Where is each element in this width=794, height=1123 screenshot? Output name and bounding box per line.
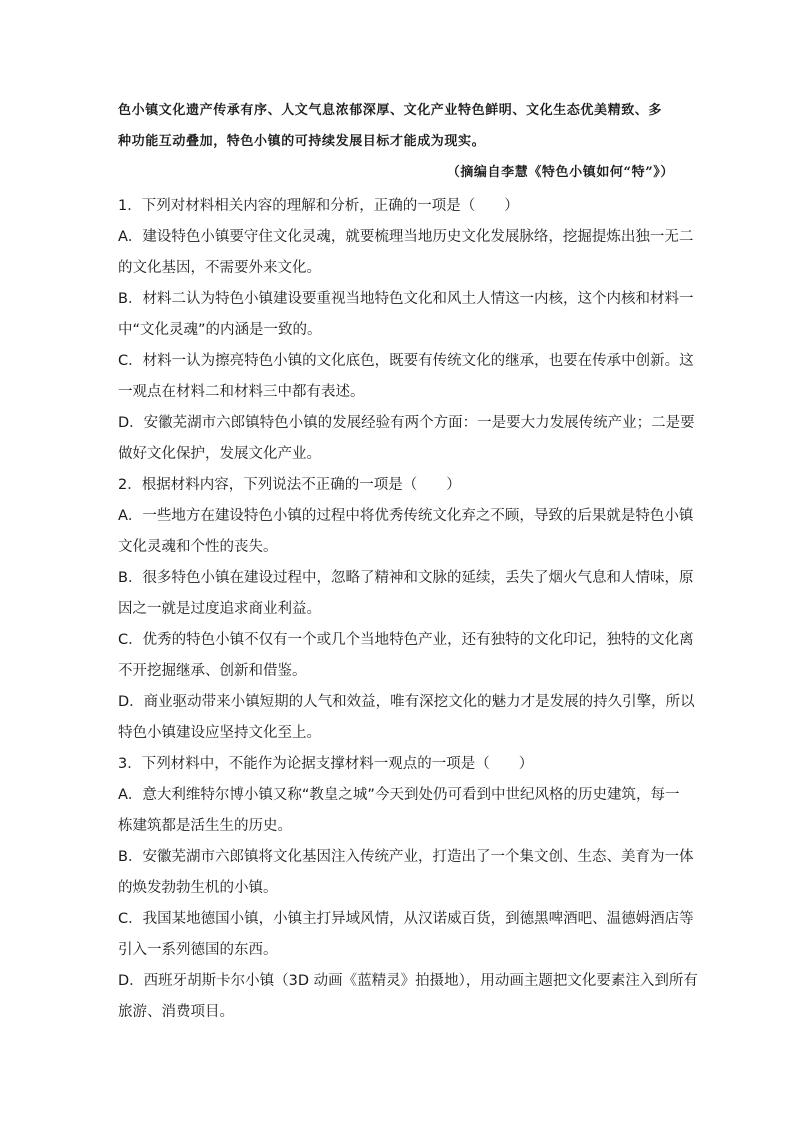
option-line: 栋建筑都是活生生的历史。 [118, 818, 292, 834]
option-line: A．一些地方在建设特色小镇的过程中将优秀传统文化弃之不顾，导致的后果就是特色小镇 [118, 508, 694, 524]
option-line: 的焕发勃勃生机的小镇。 [118, 880, 278, 896]
option-line: D．商业驱动带来小镇短期的人气和效益，唯有深挖文化的魅力才是发展的持久引擎，所以 [118, 694, 695, 710]
option-line: 文化灵魂和个性的丧失。 [118, 539, 278, 555]
option-line: A．意大利维特尔博小镇又称“教皇之城”今天到处仍可看到中世纪风格的历史建筑，每一 [118, 787, 680, 803]
intro-line: 色小镇文化遗产传承有序、人文气息浓郁深厚、文化产业特色鲜明、文化生态优美精致、多 [118, 103, 663, 118]
option-line: D．西班牙胡斯卡尔小镇（3D 动画《蓝精灵》拍摄地），用动画主题把文化要素注入到所有 [118, 973, 698, 989]
option-line: 旅游、消费项目。 [118, 1004, 234, 1020]
option-line: 的文化基因，不需要外来文化。 [118, 260, 321, 276]
option-line: C．我国某地德国小镇，小镇主打异域风情，从汉诺威百货，到德黑啤酒吧、温德姆酒店等 [118, 911, 694, 927]
option-line: 引入一系列德国的东西。 [118, 942, 278, 958]
question-list [118, 191, 698, 1028]
option-line: B．安徽芜湖市六郎镇将文化基因注入传统产业，打造出了一个集文创、生态、美育为一体 [118, 849, 694, 865]
option-line: 因之一就是过度追求商业利益。 [118, 601, 321, 617]
option-line: A．建设特色小镇要守住文化灵魂，就要梳理当地历史文化发展脉络，挖掘提炼出独一无二 [118, 229, 694, 245]
option-line: 做好文化保护，发展文化产业。 [118, 446, 321, 462]
option-line: 特色小镇建设应坚持文化至上。 [118, 725, 321, 741]
option-line: 中“文化灵魂”的内涵是一致的。 [118, 322, 322, 338]
option-line: C．优秀的特色小镇不仅有一个或几个当地特色产业，还有独特的文化印记，独特的文化离 [118, 632, 694, 648]
option-line: B．很多特色小镇在建设过程中，忽略了精神和文脉的延续，丢失了烟火气息和人情味，原 [118, 570, 694, 586]
option-line: D．安徽芜湖市六郎镇特色小镇的发展经验有两个方面：一是要大力发展传统产业；二是要 [118, 415, 695, 431]
option-line: C．材料一认为擦亮特色小镇的文化底色，既要有传统文化的继承，也要在传承中创新。这 [118, 353, 694, 369]
question-stem: 2．根据材料内容，下列说法不正确的一项是（ ） [118, 477, 461, 493]
option-line: B．材料二认为特色小镇建设要重视当地特色文化和风土人情这一内核，这个内核和材料一 [118, 291, 694, 307]
question-stem: 3．下列材料中，不能作为论据支撑材料一观点的一项是（ ） [118, 756, 534, 772]
intro-paragraph [118, 95, 678, 157]
intro-line: 种功能互动叠加，特色小镇的可持续发展目标才能成为现实。 [118, 134, 486, 149]
option-line: 一观点在材料二和材料三中都有表述。 [118, 384, 365, 400]
source-citation: （摘编自李慧《特色小镇如何“特”》） [446, 165, 674, 180]
question-stem: 1．下列对材料相关内容的理解和分析，正确的一项是（ ） [118, 198, 519, 214]
option-line: 不开挖掘继承、创新和借鉴。 [118, 663, 307, 679]
